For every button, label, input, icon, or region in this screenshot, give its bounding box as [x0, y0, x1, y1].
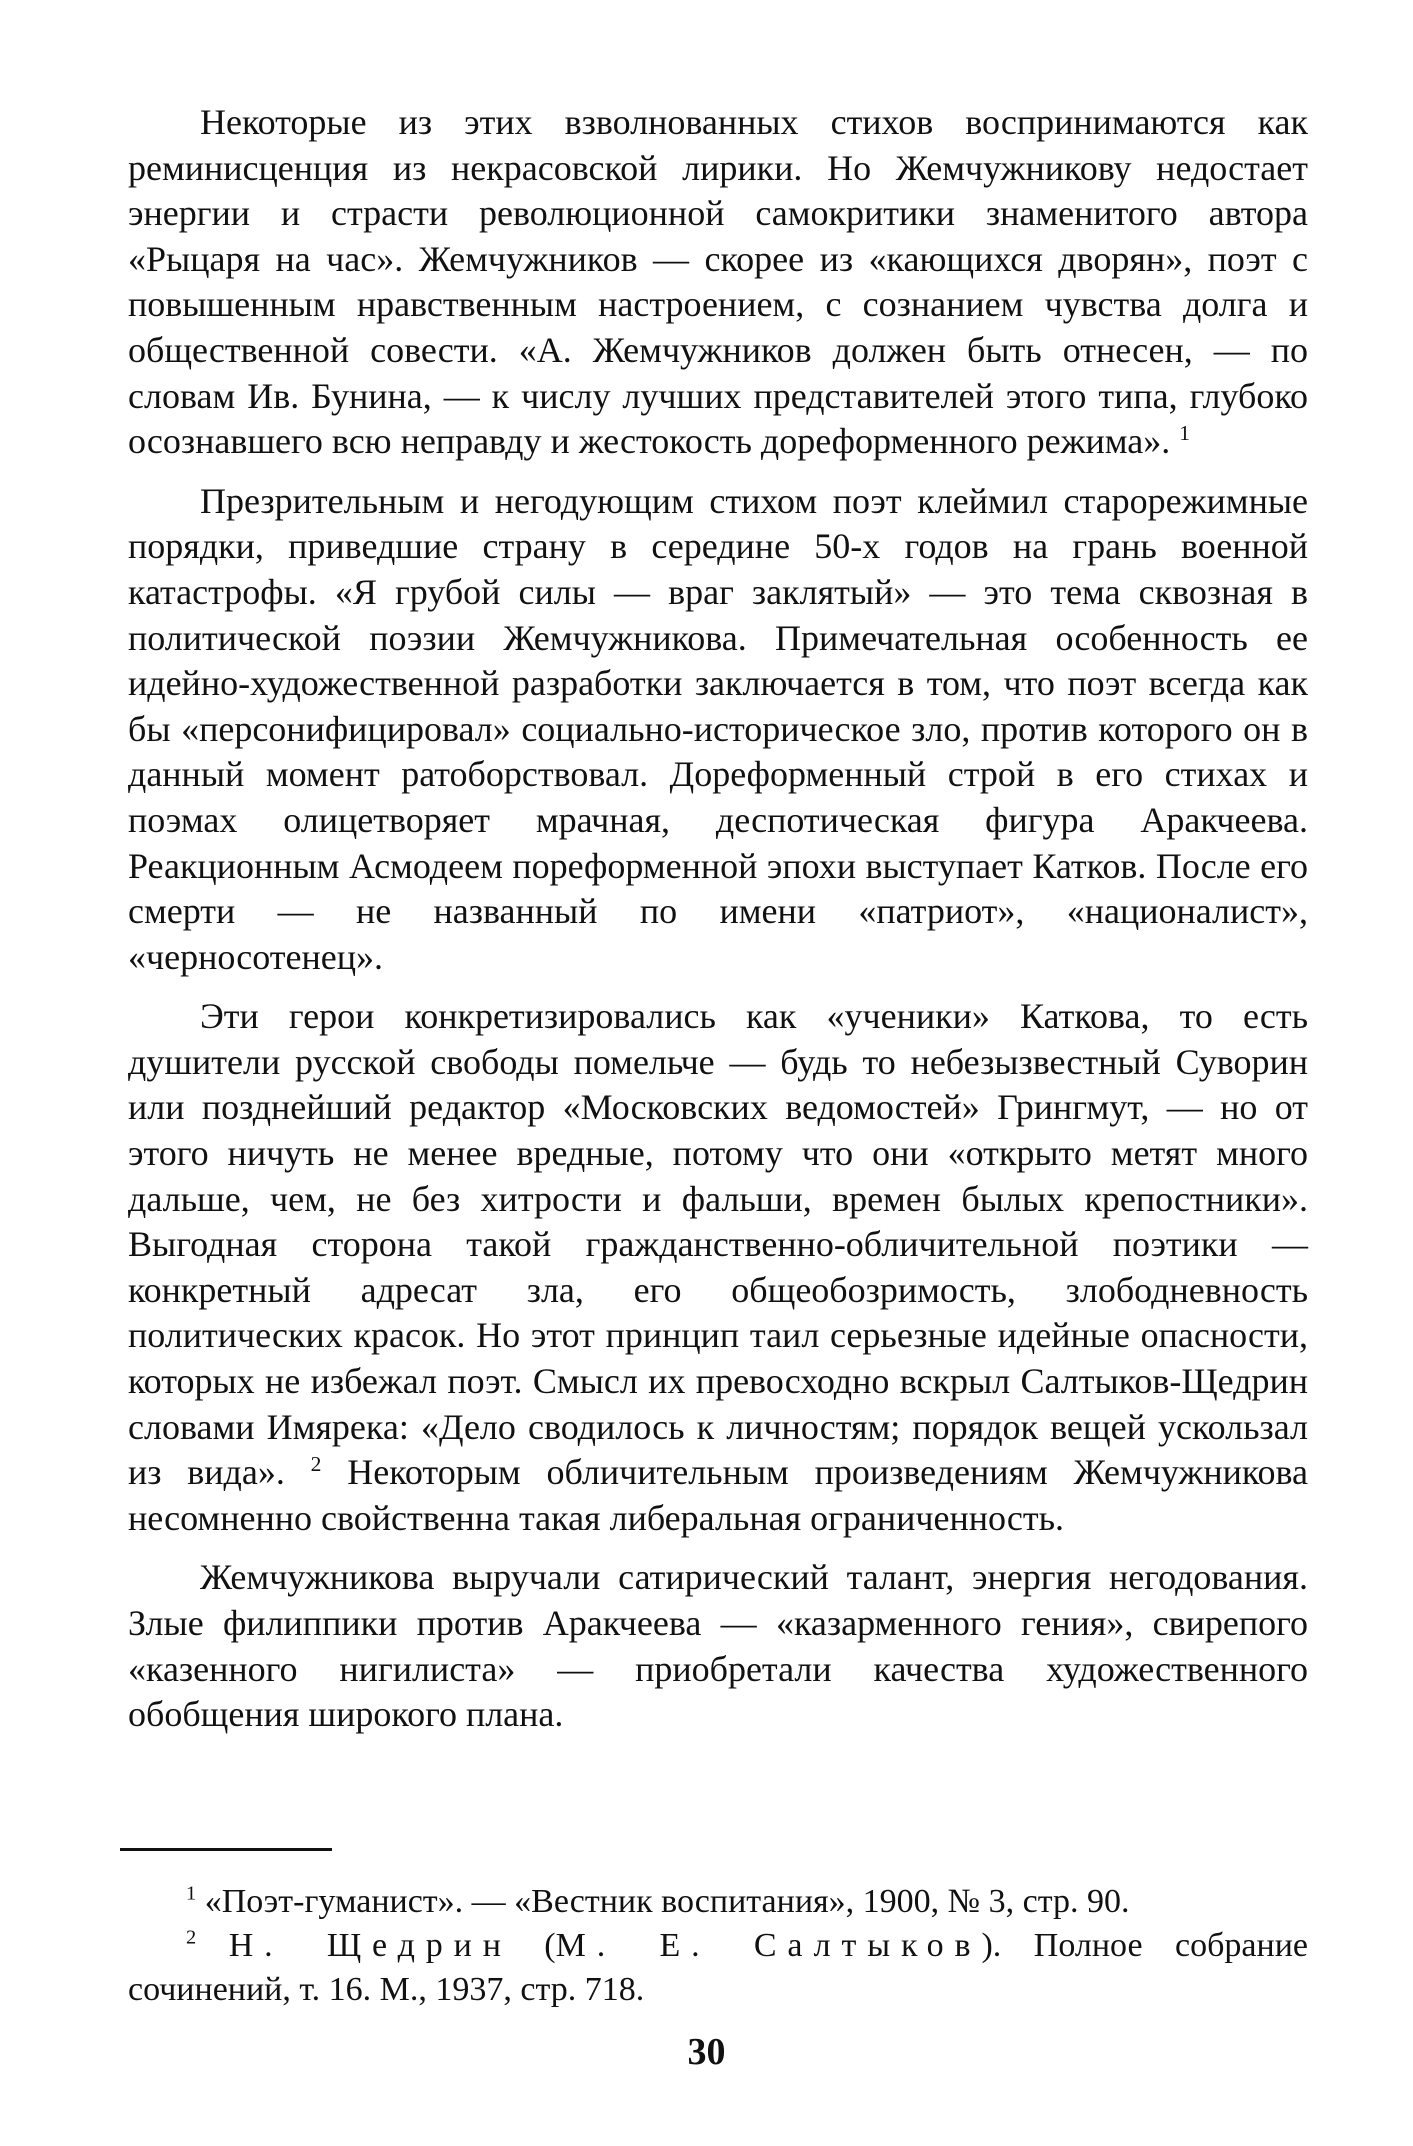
paragraph-4 [128, 1555, 1308, 1737]
paragraph-3 [128, 994, 1308, 1541]
footnote-ref-2: 2 [310, 1452, 322, 1477]
footnote-divider [120, 1848, 332, 1851]
footnote-ref-1: 1 [1179, 421, 1191, 446]
footnote-2-author: Н. Щедрин [228, 1927, 512, 1964]
paragraph-2-text: Презрительным и негодующим стихом поэт клеймил старорежимные порядки, приведшие страну в середине 50-х годов на грань военной катастрофы. «Я грубой силы — враг заклятый» — это тема сквозная в политической поэзии Жемчужникова. Примечательная особенность ее идейно-художественной разработки заключается в том, что поэт всегда как бы «персонифицировал» социально-историческое зло, против которого он в данный момент ратоборствовал. Дореформенный строй в его стихах и поэмах олицетворяет мрачная, деспотическая фигура Аракчеева. Реакционным Асмодеем пореформенной эпохи выступает Катков. После его смерти — не названный по имени «патриот», «националист», «черносотенец». [128, 480, 1308, 977]
paragraph-3-text-after: Некоторым обличительным произведениям Жемчужникова несомненно свойственна такая либеральная ограниченность. [128, 1452, 1309, 1538]
footnote-1-text: «Поэт-гуманист». — «Вестник воспитания», 1900, № 3, стр. 90. [204, 1883, 1130, 1920]
footnote-2-marker: 2 [186, 1926, 197, 1949]
paragraph-3-text: Эти герои конкретизировались как «ученики» Каткова, то есть душители русской свободы помельче — будь то небезызвестный Суворин или позднейший редактор «Московских ведомостей» Грингмут, — но от этого ничуть не менее вредные, потому что они «открыто метят много дальше, чем, не без хитрости и фальши, времен былых крепостники». Выгодная сторона такой гражданственно-обличительной поэтики — конкретный адресат зла, его общеобозримость, злободневность политических красок. Но этот принцип таил серьезные идейные опасности, которых не избежал поэт. Смысл их превосходно вскрыл Салтыков-Щедрин словами Имярека: «Дело сводилось к личностям; порядок вещей ускользал из вида». [128, 996, 1308, 1493]
page-number: 30 [687, 2031, 726, 2073]
footnote-2 [128, 1924, 1308, 2012]
footnotes [128, 1880, 1308, 2012]
footnote-2-rest: ). Полное собрание сочинений, т. 16. М., 1937, стр. 718. [128, 1927, 1308, 2008]
paragraph-4-text: Жемчужникова выручали сатирический талант, энергия негодования. Злые филиппики против Аракчеева — «казарменного гения», свирепого «казенного нигилиста» — приобретали качества художественного обобщения широкого плана. [128, 1557, 1308, 1735]
paragraph-1-text: Некоторые из этих взволнованных стихов воспринимаются как реминисценция из некрасовской лирики. Но Жемчужникову недостает энергии и страсти революционной самокритики знаменитого автора «Рыцаря на час». Жемчужников — скорее из «кающихся дворян», поэт с повышенным нравственным настроением, с сознанием чувства долга и общественной совести. «А. Жемчужников должен быть отнесен, — по словам Ив. Бунина, — к числу лучших представителей этого типа, глубоко осознавшего всю неправду и жестокость дореформенного режима». [128, 102, 1308, 462]
footnote-2-author-real-name: М. Е. Салтыков [555, 1927, 982, 1964]
footnote-2-open: ( [511, 1927, 556, 1964]
paragraph-2 [128, 479, 1308, 981]
paragraph-1 [128, 100, 1308, 465]
footnote-1 [128, 1880, 1308, 1924]
footnote-1-marker: 1 [186, 1882, 197, 1905]
body-text [128, 100, 1308, 1752]
